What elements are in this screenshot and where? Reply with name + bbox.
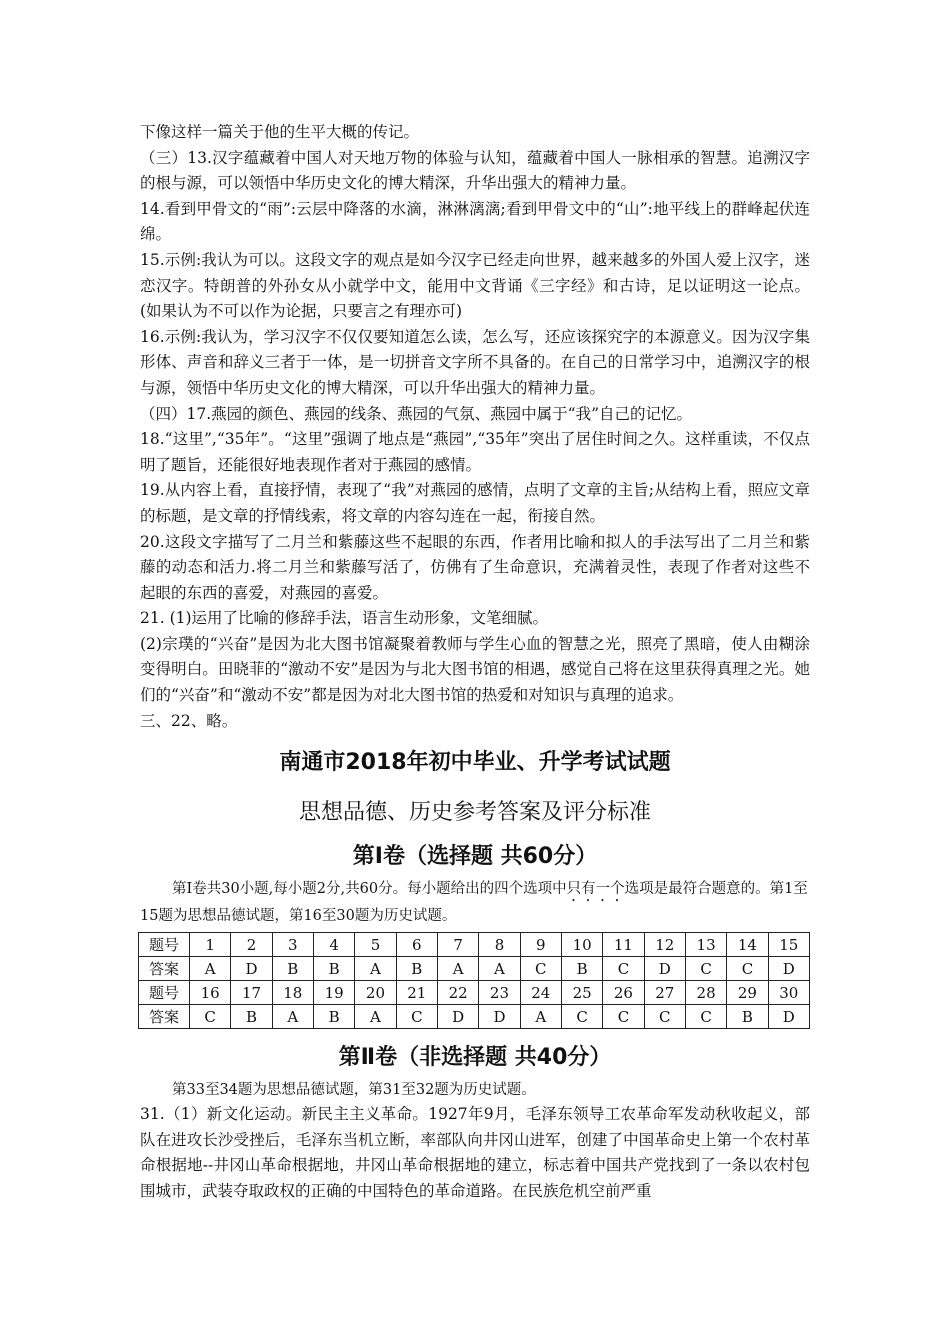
- row-label: 题号: [139, 933, 190, 957]
- question-number-cell: 19: [313, 981, 354, 1005]
- answer-cell: B: [396, 957, 437, 981]
- question-number-cell: 17: [231, 981, 272, 1005]
- question-number-cell: 28: [685, 981, 726, 1005]
- paragraph: 三、22、略。: [140, 711, 238, 730]
- question-number-cell: 14: [727, 933, 768, 957]
- question-number-cell: 7: [437, 933, 478, 957]
- answer-cell: C: [190, 1005, 231, 1029]
- answer-cell: C: [561, 1005, 602, 1029]
- answer-cell: B: [561, 957, 602, 981]
- question-number-cell: 2: [231, 933, 272, 957]
- paragraph: （三）13.汉字蕴藏着中国人对天地万物的体验与认知，蕴藏着中国人一脉相承的智慧。追溯汉字的根与源，可以领悟中华历史文化的博大精深，升华出强大的精神力量。: [140, 148, 810, 193]
- paragraph: 18.“这里”,“35年”。“这里”强调了地点是“燕园”,“35年”突出了居住时间之久。这样重读，不仅点明了题旨，还能很好地表现作者对于燕园的感情。: [140, 430, 810, 474]
- question-number-cell: 4: [313, 933, 354, 957]
- answer-cell: B: [313, 957, 354, 981]
- table-row-answers-2: [139, 1005, 810, 1029]
- part1-instructions-b: 选项是最符合题意的。第1至15题为思想品德试题，第16至30题为历史试题。: [140, 881, 808, 925]
- answer-cell: C: [727, 957, 768, 981]
- part1-instructions: [140, 878, 810, 928]
- question-number-cell: 30: [768, 981, 809, 1005]
- question-number-cell: 12: [644, 933, 685, 957]
- table-row-answers-1: [139, 957, 810, 981]
- question-number-cell: 18: [272, 981, 313, 1005]
- answer-cell: C: [520, 957, 561, 981]
- part1-instructions-a: 第Ⅰ卷共30小题,每小题2分,共60分。每小题给出的四个选项中: [172, 881, 567, 898]
- answer-cell: D: [479, 1005, 520, 1029]
- answer-cell: A: [437, 957, 478, 981]
- part2-instructions: 第33至34题为思想品德试题，第31至32题为历史试题。: [172, 1082, 536, 1099]
- answer-cell: D: [768, 1005, 809, 1029]
- answer-cell: C: [396, 1005, 437, 1029]
- question-number-cell: 10: [561, 933, 602, 957]
- question-number-cell: 8: [479, 933, 520, 957]
- paragraph: 20.这段文字描写了二月兰和紫藤这些不起眼的东西，作者用比喻和拟人的手法写出了二月兰和紫藤的动态和活力.将二月兰和紫藤写活了，仿佛有了生命意识，充满着灵性，表现了作者对这些不起眼的东西的喜爱，对燕园的喜爱。: [140, 532, 810, 602]
- question-number-cell: 20: [355, 981, 396, 1005]
- answer-cell: B: [272, 957, 313, 981]
- answer-cell: B: [727, 1005, 768, 1029]
- paragraph: 21. (1)运用了比喻的修辞手法，语言生动形象，文笔细腻。: [140, 609, 549, 628]
- question-number-cell: 3: [272, 933, 313, 957]
- answer-cell: B: [231, 1005, 272, 1029]
- answer-cell: A: [520, 1005, 561, 1029]
- answer-cell: D: [768, 957, 809, 981]
- answer-cell: C: [603, 957, 644, 981]
- answer-cell: A: [190, 957, 231, 981]
- paragraph: 14.看到甲骨文的“雨”:云层中降落的水滴，淋淋漓漓;看到甲骨文中的“山”:地平线上的群峰起伏连绵。: [140, 199, 810, 244]
- paragraph: （四）17.燕园的颜色、燕园的线条、燕园的气氛、燕园中属于“我”自己的记忆。: [140, 404, 693, 423]
- row-label: 题号: [139, 981, 190, 1005]
- answer-section-chinese: [140, 120, 810, 734]
- answer-cell: D: [231, 957, 272, 981]
- table-row-question-numbers-1: [139, 933, 810, 957]
- answer-cell: C: [685, 1005, 726, 1029]
- question-number-cell: 22: [437, 981, 478, 1005]
- part1-instructions-emphasis: 只有一个: [566, 881, 625, 898]
- part2-heading: 第Ⅱ卷（非选择题 共40分）: [338, 1045, 612, 1071]
- row-label: 答案: [139, 957, 190, 981]
- answer-cell: A: [272, 1005, 313, 1029]
- paragraph: 16.示例:我认为，学习汉字不仅仅要知道怎么读，怎么写，还应该探究字的本源意义。因为汉字集形体、声音和辞义三者于一体，是一切拼音文字所不具备的。在自己的日常学习中，追溯汉字的根与源，领悟中华历史文化的博大精深，可以升华出强大的精神力量。: [140, 327, 810, 397]
- question-number-cell: 6: [396, 933, 437, 957]
- question-number-cell: 23: [479, 981, 520, 1005]
- answer-31: 31.（1）新文化运动。新民主主义革命。1927年9月，毛泽东领导工农革命军发动秋收起义，部队在进攻长沙受挫后，毛泽东当机立断，率部队向井冈山进军，创建了中国革命史上第一个农村革命根据地--井冈山革命根据地，井冈山革命根据地的建立，标志着中国共产党找到了一条以农村包围城市，武装夺取政权的正确的中国特色的革命道路。在民族危机空前严重: [140, 1105, 810, 1201]
- question-number-cell: 27: [644, 981, 685, 1005]
- paragraph: 下像这样一篇关于他的生平大概的传记。: [140, 123, 420, 141]
- table-row-question-numbers-2: [139, 981, 810, 1005]
- answer-cell: D: [644, 957, 685, 981]
- paragraph: (2)宗璞的“兴奋”是因为北大图书馆凝聚着教师与学生心血的智慧之光，照亮了黑暗，使人由糊涂变得明白。田晓菲的“激动不安”是因为与北大图书馆的相遇，感觉自己将在这里获得真理之光。她们的“兴奋”和“激动不安”都是因为对北大图书馆的热爱和对知识与真理的追求。: [140, 634, 810, 705]
- question-number-cell: 11: [603, 933, 644, 957]
- part1-heading: 第Ⅰ卷（选择题 共60分）: [352, 844, 598, 870]
- document-page: [140, 120, 810, 1205]
- answer-cell: A: [355, 1005, 396, 1029]
- question-number-cell: 21: [396, 981, 437, 1005]
- question-number-cell: 1: [190, 933, 231, 957]
- answer-cell: A: [479, 957, 520, 981]
- question-number-cell: 16: [190, 981, 231, 1005]
- answer-cell: C: [644, 1005, 685, 1029]
- document-title: 南通市2018年初中毕业、升学考试试题: [279, 750, 671, 776]
- answer-cell: C: [685, 957, 726, 981]
- question-number-cell: 13: [685, 933, 726, 957]
- answer-table: [138, 932, 810, 1029]
- paragraph: 19.从内容上看，直接抒情，表现了“我”对燕园的感情，点明了文章的主旨;从结构上看，照应文章的标题，是文章的抒情线索，将文章的内容勾连在一起，衔接自然。: [140, 481, 810, 525]
- document-subtitle: 思想品德、历史参考答案及评分标准: [298, 800, 651, 826]
- question-number-cell: 25: [561, 981, 602, 1005]
- answer-cell: C: [603, 1005, 644, 1029]
- question-number-cell: 15: [768, 933, 809, 957]
- paragraph: 15.示例:我认为可以。这段文字的观点是如今汉字已经走向世界，越来越多的外国人爱上汉字，迷恋汉字。特朗普的外孙女从小就学中文，能用中文背诵《三字经》和古诗，足以证明这一论点。(如果认为不可以作为论据，只要言之有理亦可): [140, 250, 810, 321]
- answer-cell: B: [313, 1005, 354, 1029]
- question-number-cell: 5: [355, 933, 396, 957]
- question-number-cell: 29: [727, 981, 768, 1005]
- row-label: 答案: [139, 1005, 190, 1029]
- question-number-cell: 24: [520, 981, 561, 1005]
- question-number-cell: 9: [520, 933, 561, 957]
- question-number-cell: 26: [603, 981, 644, 1005]
- answer-cell: D: [437, 1005, 478, 1029]
- answer-cell: A: [355, 957, 396, 981]
